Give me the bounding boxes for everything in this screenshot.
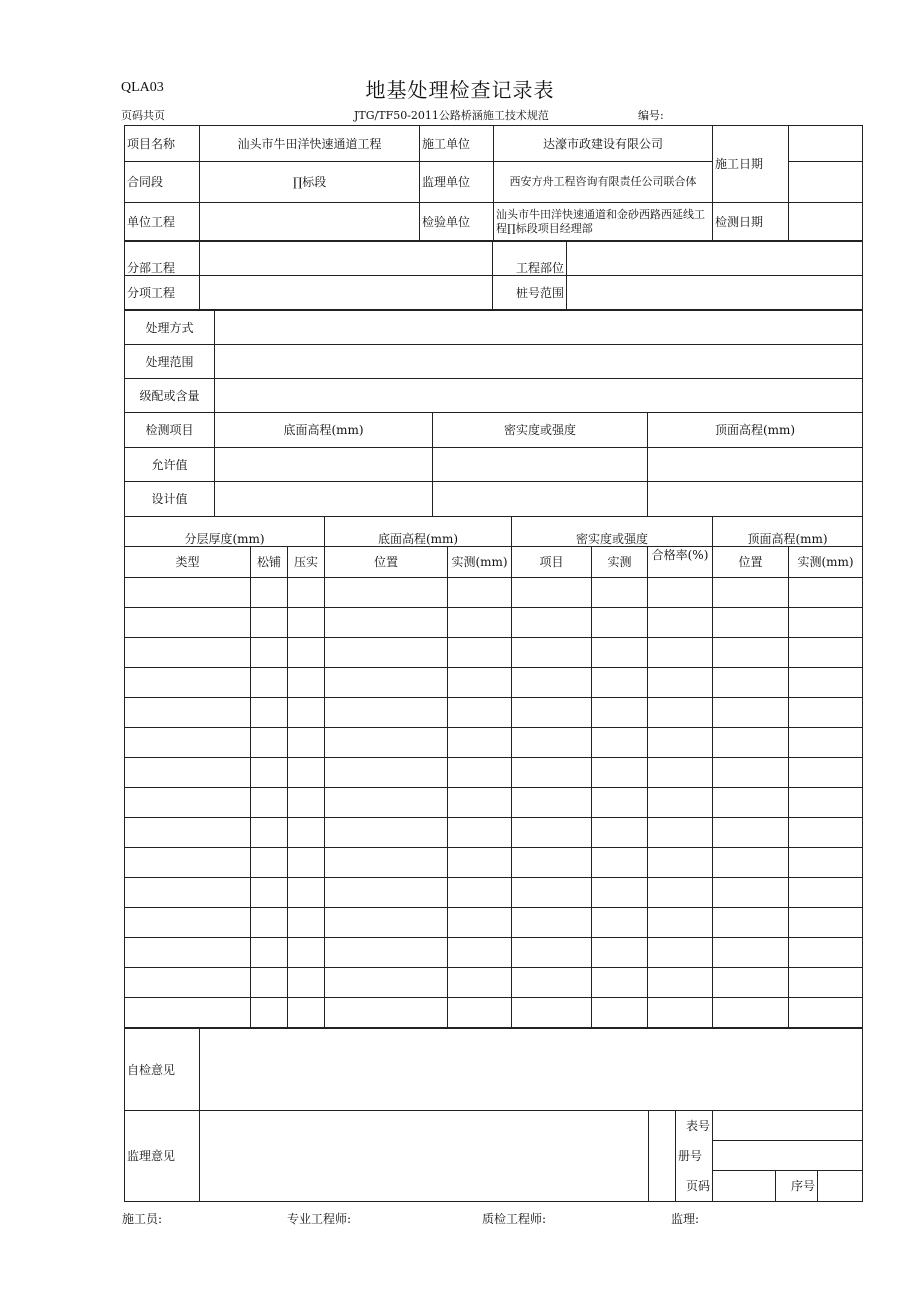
measure-cell[interactable]	[251, 848, 288, 878]
measure-cell[interactable]	[592, 938, 648, 968]
table-row	[125, 998, 863, 1028]
measure-cell[interactable]	[125, 638, 251, 668]
measure-cell[interactable]	[251, 878, 288, 908]
item-header: 项目	[512, 547, 592, 578]
measure-cell[interactable]	[288, 728, 325, 758]
measure-cell[interactable]	[288, 818, 325, 848]
measure-cell[interactable]	[125, 608, 251, 638]
measure-cell[interactable]	[288, 578, 325, 608]
measure-cell[interactable]	[448, 608, 512, 638]
measure-cell[interactable]	[325, 758, 448, 788]
measure-cell[interactable]	[512, 818, 592, 848]
measure-cell[interactable]	[125, 758, 251, 788]
allow-top-value[interactable]	[648, 448, 863, 482]
supervisor-signature-label: 监理:	[671, 1212, 700, 1226]
allow-label: 允许值	[125, 448, 215, 482]
measure-cell[interactable]	[713, 848, 789, 878]
measure-cell[interactable]	[512, 698, 592, 728]
supervision-unit-value[interactable]: 西安方舟工程咨询有限责任公司联合体	[494, 162, 713, 203]
measure-cell[interactable]	[648, 638, 713, 668]
treatment-range-label: 处理范围	[125, 345, 215, 379]
measure-cell[interactable]	[512, 578, 592, 608]
qc-engineer-signature-label: 质检工程师:	[482, 1212, 547, 1226]
table-row	[125, 758, 863, 788]
pile-range-label: 桩号范围	[493, 276, 567, 310]
table-no-label: 表号	[676, 1111, 713, 1141]
measure-cell[interactable]	[448, 758, 512, 788]
measure-cell[interactable]	[325, 638, 448, 668]
table-row	[125, 728, 863, 758]
measure-cell[interactable]	[288, 608, 325, 638]
density-group-header: 密实度或强度	[512, 517, 713, 547]
measure-cell[interactable]	[592, 758, 648, 788]
measure-cell[interactable]	[592, 998, 648, 1028]
measure-cell[interactable]	[448, 848, 512, 878]
measure-cell[interactable]	[592, 698, 648, 728]
measure-cell[interactable]	[592, 608, 648, 638]
measure-cell[interactable]	[592, 578, 648, 608]
measure-cell[interactable]	[789, 638, 863, 668]
measure-cell[interactable]	[713, 578, 789, 608]
measure-cell[interactable]	[512, 968, 592, 998]
contract-label: 合同段	[125, 162, 200, 203]
standard-label: JTG/TF50-2011公路桥涵施工技术规范	[354, 109, 549, 122]
table-row	[125, 908, 863, 938]
measure-cell[interactable]	[288, 908, 325, 938]
supervision-opinion-label: 监理意见	[125, 1111, 200, 1202]
measure-cell[interactable]	[125, 878, 251, 908]
measure-cell[interactable]	[648, 758, 713, 788]
measure-cell[interactable]	[713, 788, 789, 818]
measure-cell[interactable]	[448, 938, 512, 968]
measure-cell[interactable]	[251, 668, 288, 698]
project-name-label: 项目名称	[125, 126, 200, 162]
measure-cell[interactable]	[125, 998, 251, 1028]
measure-cell[interactable]	[512, 908, 592, 938]
measure-cell[interactable]	[288, 638, 325, 668]
measure-cell[interactable]	[288, 698, 325, 728]
density-header: 密实度或强度	[433, 413, 648, 448]
measure-cell[interactable]	[592, 728, 648, 758]
position2-header: 位置	[713, 547, 789, 578]
seq-no-label: 序号	[776, 1171, 818, 1202]
inspection-unit-label: 检验单位	[420, 203, 494, 241]
measure-cell[interactable]	[713, 698, 789, 728]
measure-cell[interactable]	[648, 668, 713, 698]
measure-cell[interactable]	[713, 998, 789, 1028]
table-no-value[interactable]	[713, 1111, 863, 1141]
measured2-header: 实测	[592, 547, 648, 578]
treatment-table	[124, 310, 863, 517]
measure-cell[interactable]	[713, 818, 789, 848]
sub-project-value[interactable]	[200, 242, 493, 276]
measure-cell[interactable]	[288, 998, 325, 1028]
measure-cell[interactable]	[648, 728, 713, 758]
pass-rate-header: 合格率(%)	[648, 547, 713, 578]
measure-cell[interactable]	[448, 668, 512, 698]
measure-cell[interactable]	[789, 728, 863, 758]
inspection-date-value[interactable]	[789, 203, 863, 241]
measure-cell[interactable]	[648, 608, 713, 638]
test-item-label: 检测项目	[125, 413, 215, 448]
measure-cell[interactable]	[251, 758, 288, 788]
measure-cell[interactable]	[512, 758, 592, 788]
measure-cell[interactable]	[448, 728, 512, 758]
measure-cell[interactable]	[713, 728, 789, 758]
measure-cell[interactable]	[251, 578, 288, 608]
measure-cell[interactable]	[512, 848, 592, 878]
measure-cell[interactable]	[592, 788, 648, 818]
allow-density-value[interactable]	[433, 448, 648, 482]
measure-cell[interactable]	[251, 908, 288, 938]
self-check-value[interactable]	[200, 1029, 863, 1111]
treatment-method-label: 处理方式	[125, 311, 215, 345]
construction-unit-label: 施工单位	[420, 126, 494, 162]
measure-cell[interactable]	[789, 878, 863, 908]
pile-range-value[interactable]	[567, 276, 863, 310]
measure-cell[interactable]	[288, 848, 325, 878]
measure-cell[interactable]	[648, 788, 713, 818]
table-row	[125, 968, 863, 998]
measure-cell[interactable]	[288, 758, 325, 788]
measure-cell[interactable]	[448, 968, 512, 998]
grading-value[interactable]	[215, 379, 863, 413]
top-elev-group-header: 顶面高程(mm)	[713, 517, 863, 547]
measure-cell[interactable]	[251, 818, 288, 848]
project-part-value[interactable]	[567, 242, 863, 276]
engineer-signature-label: 专业工程师:	[287, 1212, 352, 1226]
measured-header: 实测(mm)	[448, 547, 512, 578]
measure-cell[interactable]	[789, 698, 863, 728]
measure-cell[interactable]	[448, 998, 512, 1028]
measure-cell[interactable]	[512, 878, 592, 908]
construction-date-value-2[interactable]	[789, 162, 863, 203]
measure-cell[interactable]	[648, 818, 713, 848]
measure-cell[interactable]	[125, 968, 251, 998]
measure-cell[interactable]	[789, 848, 863, 878]
measure-cell[interactable]	[325, 968, 448, 998]
treatment-range-value[interactable]	[215, 345, 863, 379]
measure-cell[interactable]	[288, 788, 325, 818]
measure-cell[interactable]	[325, 848, 448, 878]
measure-cell[interactable]	[448, 698, 512, 728]
type-header: 类型	[125, 547, 251, 578]
measure-cell[interactable]	[713, 758, 789, 788]
measure-cell[interactable]	[592, 668, 648, 698]
book-no-value[interactable]	[713, 1141, 863, 1171]
measure-cell[interactable]	[789, 758, 863, 788]
table-row	[125, 638, 863, 668]
table-row	[125, 878, 863, 908]
seq-no-value[interactable]	[818, 1171, 863, 1202]
opinion-spacer	[649, 1111, 676, 1202]
inspection-unit-value[interactable]: 汕头市牛田洋快速通道和金砂西路西延线工程∏标段项目经理部	[494, 203, 713, 241]
measure-cell[interactable]	[648, 698, 713, 728]
measure-cell[interactable]	[512, 638, 592, 668]
position-header: 位置	[325, 547, 448, 578]
measure-cell[interactable]	[713, 668, 789, 698]
treatment-method-value[interactable]	[215, 311, 863, 345]
measure-cell[interactable]	[325, 608, 448, 638]
measure-cell[interactable]	[288, 938, 325, 968]
form-code: QLA03	[121, 80, 164, 95]
design-top-value[interactable]	[648, 482, 863, 517]
measure-cell[interactable]	[325, 908, 448, 938]
measure-cell[interactable]	[125, 818, 251, 848]
page-no-label: 页码	[676, 1171, 713, 1202]
measure-cell[interactable]	[789, 818, 863, 848]
measure-cell[interactable]	[512, 728, 592, 758]
measure-cell[interactable]	[251, 608, 288, 638]
measure-cell[interactable]	[789, 788, 863, 818]
measure-cell[interactable]	[713, 608, 789, 638]
bottom-elev-header: 底面高程(mm)	[215, 413, 433, 448]
self-check-label: 自检意见	[125, 1029, 200, 1111]
inspection-date-label: 检测日期	[713, 203, 789, 241]
compact-header: 压实	[288, 547, 325, 578]
measure-cell[interactable]	[251, 638, 288, 668]
measure-cell[interactable]	[592, 638, 648, 668]
measure-cell[interactable]	[648, 998, 713, 1028]
allow-bottom-value[interactable]	[215, 448, 433, 482]
sub-project-table	[124, 241, 863, 310]
measure-cell[interactable]	[288, 878, 325, 908]
measure-cell[interactable]	[789, 938, 863, 968]
measure-cell[interactable]	[789, 668, 863, 698]
measure-cell[interactable]	[592, 908, 648, 938]
measure-cell[interactable]	[592, 878, 648, 908]
supervision-unit-label: 监理单位	[420, 162, 494, 203]
measure-cell[interactable]	[125, 788, 251, 818]
measure-cell[interactable]	[125, 698, 251, 728]
measure-cell[interactable]	[713, 908, 789, 938]
measure-cell[interactable]	[288, 668, 325, 698]
measure-cell[interactable]	[789, 968, 863, 998]
supervision-opinion-value[interactable]	[200, 1111, 649, 1202]
measure-cell[interactable]	[448, 908, 512, 938]
measure-cell[interactable]	[125, 938, 251, 968]
measure-cell[interactable]	[512, 938, 592, 968]
measure-cell[interactable]	[251, 938, 288, 968]
measure-cell[interactable]	[125, 848, 251, 878]
measure-cell[interactable]	[125, 578, 251, 608]
measure-cell[interactable]	[325, 578, 448, 608]
measure-cell[interactable]	[125, 668, 251, 698]
table-row	[125, 848, 863, 878]
measure-cell[interactable]	[125, 728, 251, 758]
design-density-value[interactable]	[433, 482, 648, 517]
measure-cell[interactable]	[125, 908, 251, 938]
measure-cell[interactable]	[325, 698, 448, 728]
construction-unit-value[interactable]: 达濠市政建设有限公司	[494, 126, 713, 162]
table-row	[125, 698, 863, 728]
table-row	[125, 938, 863, 968]
measure-cell[interactable]	[325, 728, 448, 758]
project-info-table	[124, 125, 863, 241]
measure-cell[interactable]	[648, 908, 713, 938]
top-elev-header: 顶面高程(mm)	[648, 413, 863, 448]
measure-cell[interactable]	[325, 998, 448, 1028]
measure-cell[interactable]	[789, 908, 863, 938]
measurement-table	[124, 516, 863, 1028]
sub-project-label: 分部工程	[125, 242, 200, 276]
measure-cell[interactable]	[648, 968, 713, 998]
measure-cell[interactable]	[251, 698, 288, 728]
bottom-elev-group-header: 底面高程(mm)	[325, 517, 512, 547]
table-row	[125, 788, 863, 818]
measure-cell[interactable]	[713, 938, 789, 968]
table-row	[125, 608, 863, 638]
measure-cell[interactable]	[592, 848, 648, 878]
measure-cell[interactable]	[325, 878, 448, 908]
page-no-value[interactable]	[713, 1171, 776, 1202]
measure-cell[interactable]	[512, 788, 592, 818]
table-row	[125, 818, 863, 848]
measure-cell[interactable]	[251, 998, 288, 1028]
measure-cell[interactable]	[789, 608, 863, 638]
item-project-label: 分项工程	[125, 276, 200, 310]
page-count-label: 页码共页	[121, 109, 165, 122]
constructor-signature-label: 施工员:	[122, 1212, 163, 1226]
measure-cell[interactable]	[251, 968, 288, 998]
unit-project-value[interactable]	[200, 203, 420, 241]
measure-cell[interactable]	[713, 878, 789, 908]
measure-cell[interactable]	[448, 638, 512, 668]
table-row	[125, 578, 863, 608]
measure-cell[interactable]	[789, 998, 863, 1028]
measure-cell[interactable]	[325, 668, 448, 698]
number-label: 编号:	[638, 109, 664, 122]
measure-cell[interactable]	[251, 728, 288, 758]
construction-date-label: 施工日期	[713, 126, 789, 203]
contract-value[interactable]: ∏标段	[200, 162, 420, 203]
opinions-table	[124, 1028, 863, 1202]
table-row	[125, 668, 863, 698]
measure-cell[interactable]	[512, 668, 592, 698]
unit-project-label: 单位工程	[125, 203, 200, 241]
measure-cell[interactable]	[448, 818, 512, 848]
measure-cell[interactable]	[648, 938, 713, 968]
measure-cell[interactable]	[512, 998, 592, 1028]
measure-cell[interactable]	[448, 788, 512, 818]
measure-cell[interactable]	[251, 788, 288, 818]
measure-cell[interactable]	[325, 818, 448, 848]
project-part-label: 工程部位	[493, 242, 567, 276]
measure-cell[interactable]	[592, 818, 648, 848]
measure-cell[interactable]	[325, 788, 448, 818]
measure-cell[interactable]	[648, 878, 713, 908]
book-no-label: 册号	[676, 1141, 713, 1171]
grading-label: 级配或含量	[125, 379, 215, 413]
measure-cell[interactable]	[448, 878, 512, 908]
measure-cell[interactable]	[648, 848, 713, 878]
construction-date-value[interactable]	[789, 126, 863, 162]
loose-header: 松铺	[251, 547, 288, 578]
measure-cell[interactable]	[648, 578, 713, 608]
measure-cell[interactable]	[448, 578, 512, 608]
layer-thickness-header: 分层厚度(mm)	[125, 517, 325, 547]
design-label: 设计值	[125, 482, 215, 517]
measure-cell[interactable]	[325, 938, 448, 968]
design-bottom-value[interactable]	[215, 482, 433, 517]
measure-cell[interactable]	[713, 638, 789, 668]
measure-cell[interactable]	[512, 608, 592, 638]
project-name-value[interactable]: 汕头市牛田洋快速通道工程	[200, 126, 420, 162]
measure-cell[interactable]	[789, 578, 863, 608]
measure-cell[interactable]	[592, 968, 648, 998]
page-title: 地基处理检查记录表	[365, 78, 555, 102]
measure-cell[interactable]	[713, 968, 789, 998]
item-project-value[interactable]	[200, 276, 493, 310]
measured3-header: 实测(mm)	[789, 547, 863, 578]
measure-cell[interactable]	[288, 968, 325, 998]
